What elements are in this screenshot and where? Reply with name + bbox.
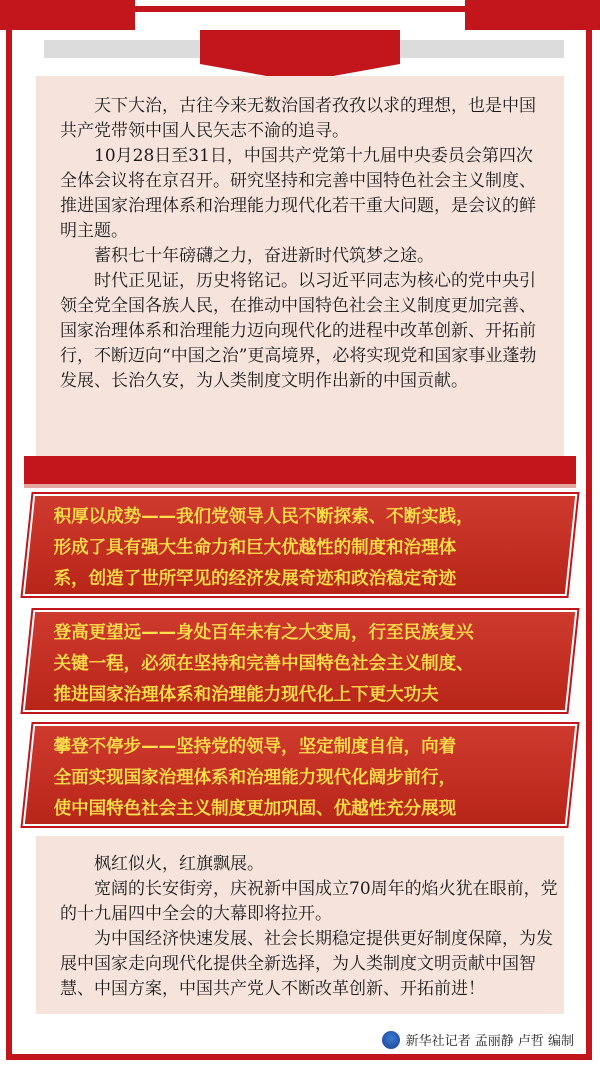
intro-paragraph: 10月28日至31日，中国共产党第十九届中央委员会第四次全体会议将在京召开。研究坚持和完善中国特色社会主义制度、推进国家治理体系和治理能力现代化若干重大问题，是会议的鲜明主题。 — [60, 146, 536, 241]
credit-text: 新华社记者 孟丽静 卢哲 编制 — [405, 1034, 574, 1049]
divider-band — [24, 456, 576, 484]
credit-line — [382, 1030, 574, 1049]
card-line: 全面实现国家治理体系和治理能力现代化阔步前行， — [53, 768, 457, 788]
outro-paragraph: 为中国经济快速发展、社会长期稳定提供更好制度保障，为发展中国家走向现代化提供全新选择，为人类制度文明贡献中国智慧、中国方案，中国共产党人不断改革创新、开拓前进！ — [60, 929, 553, 999]
highlight-card-2 — [25, 612, 575, 710]
intro-paragraph: 蓄积七十年磅礴之力，奋进新时代筑梦之途。 — [94, 246, 434, 266]
intro-paragraph: 时代正见证，历史将铭记。以习近平同志为核心的党中央引领全党全国各族人民，在推动中国特色社会主义制度更加完善、国家治理体系和治理能力迈向现代化的进程中改革创新、开拓前行，不断迈向“中国之治”更高境界，必将实现党和国家事业蓬勃发展、长治久安，为人类制度文明作出新的中国贡献。 — [60, 271, 537, 391]
top-band-left — [0, 0, 135, 30]
top-band-right — [465, 0, 600, 30]
divider-shadow — [24, 484, 576, 488]
outro-paragraph: 枫红似火，红旗飘展。 — [94, 854, 264, 874]
card-line: 登高更望远——身处百年未有之大变局，行至民族复兴 — [53, 623, 474, 643]
card-line: 系，创造了世所罕见的经济发展奇迹和政治稳定奇迹 — [53, 569, 457, 589]
card-line: 使中国特色社会主义制度更加巩固、优越性充分展现 — [53, 799, 457, 819]
outro-paragraph: 宽阔的长安街旁，庆祝新中国成立70周年的焰火犹在眼前，党的十九届四中全会的大幕即将拉开。 — [60, 879, 558, 924]
card-line: 形成了具有强大生命力和巨大优越性的制度和治理体 — [53, 538, 457, 558]
highlight-card-1 — [25, 496, 575, 594]
highlight-card-3 — [25, 726, 575, 824]
xinhua-logo-icon — [382, 1031, 400, 1049]
card-line: 积厚以成势——我们党领导人民不断探索、不断实践， — [53, 507, 474, 527]
ribbon-decoration — [200, 30, 400, 82]
intro-text — [60, 94, 546, 394]
card-line: 关键一程，必须在坚持和完善中国特色社会主义制度、 — [53, 654, 474, 674]
intro-paragraph: 天下大治，古往今来无数治国者孜孜以求的理想，也是中国共产党带领中国人民矢志不渝的追寻。 — [60, 96, 536, 141]
card-line: 推进国家治理体系和治理能力现代化上下更大功夫 — [53, 685, 439, 705]
card-line: 攀登不停步——坚持党的领导，坚定制度自信，向着 — [53, 737, 457, 757]
outro-text — [60, 852, 560, 1002]
